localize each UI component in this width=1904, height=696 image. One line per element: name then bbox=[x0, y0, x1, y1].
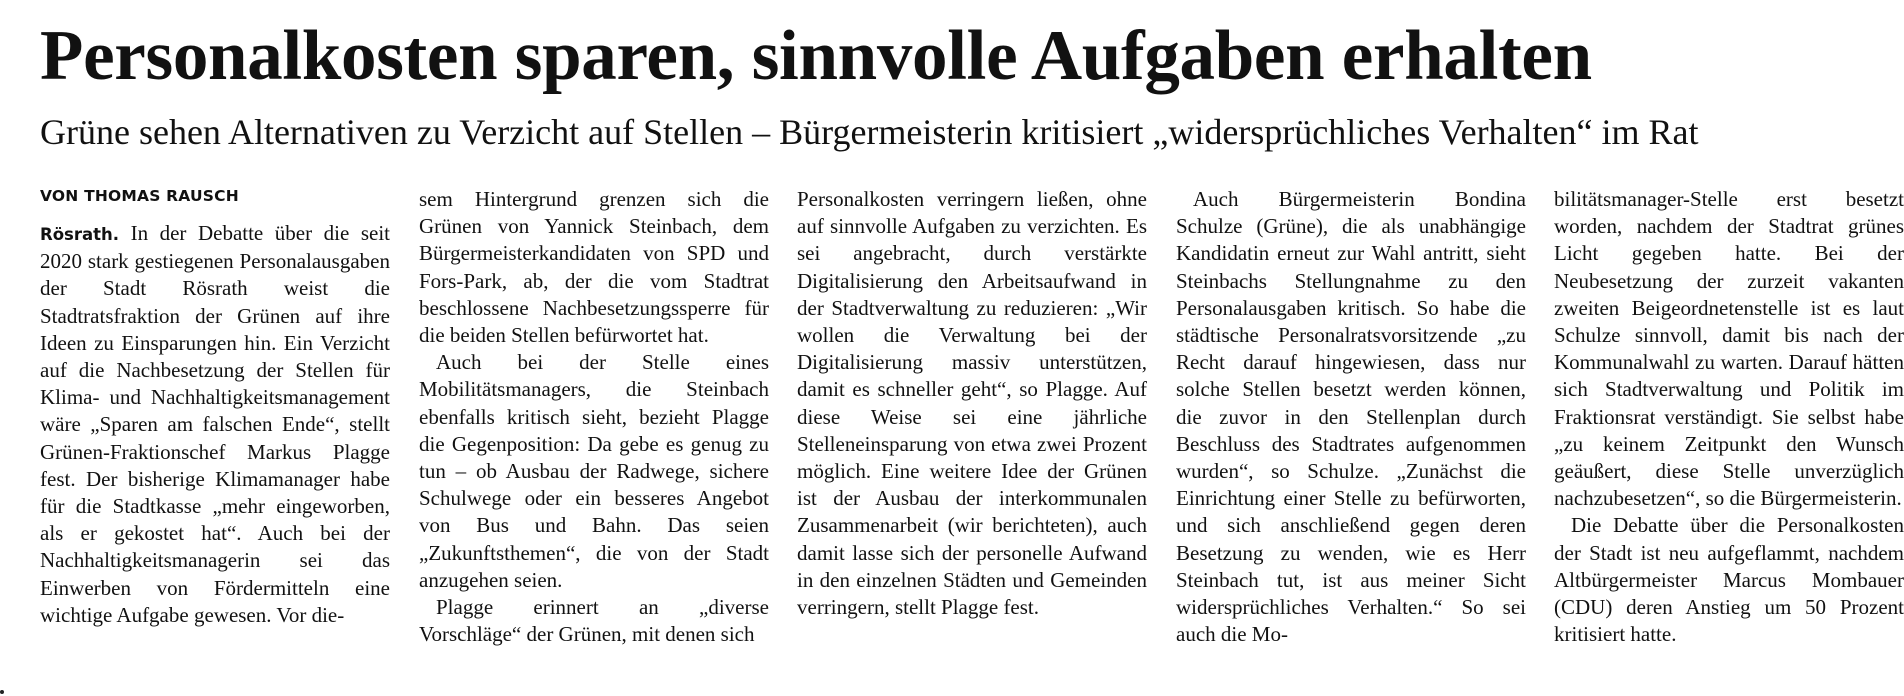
article-body bbox=[40, 186, 1904, 666]
paragraph bbox=[40, 220, 390, 629]
paragraph-text: In der Debatte über die seit 2020 stark gestiegenen Personalausgaben der Stadt Rösrath weist die Stadtratsfraktion der Grünen auf ihre Ideen zu Einsparungen hin. Ein Verzicht auf die Nachbesetzung der Stellen für Klima- und Nachhaltigkeitsmanagement wäre „Sparen am falschen Ende“, stellt Grünen-Fraktionschef Markus Plagge fest. Der bisherige Klimamanager habe für die Stadtkasse „mehr eingeworben, als er gekostet hat“. Auch bei der Nachhaltigkeitsmanagerin sei das Einwerben von Fördermitteln eine wichtige Aufgabe gewesen. Vor die- bbox=[40, 221, 390, 627]
margin-dot bbox=[0, 690, 4, 694]
paragraph: Auch bei der Stelle eines Mobilitätsmanagers, die Steinbach ebenfalls kritisch sieht, bezieht Plagge die Gegenposition: Da gebe es genug zu tun – ob Ausbau der Radwege, sichere Schulwege oder ein besseres Angebot von Bus und Bahn. Das seien „Zukunftsthemen“, die von der Stadt anzugehen seien. bbox=[419, 350, 769, 592]
column-2 bbox=[419, 186, 769, 648]
paragraph: Auch Bürgermeisterin Bondina Schulze (Grüne), die als unabhängige Kandidatin erneut zur Wahl antritt, sieht Steinbachs Stellungnahme zu den Personalausgaben kritisch. So habe die städtische Personalratsvorsitzende „zu Recht darauf hingewiesen, dass nur solche Stellen besetzt werden können, die zuvor in den Stellenplan durch Beschluss des Stadtrates aufgenommen wurden“, so Schulze. „Zunächst die Einrichtung einer Stelle zu befürworten, und sich anschließend gegen deren Besetzung zu wenden, wie es Herr Steinbach tut, ist aus meiner Sicht widersprüchliches Verhalten.“ So sei auch die Mo- bbox=[1176, 187, 1526, 647]
dateline: Rösrath. bbox=[40, 225, 120, 244]
byline: VON THOMAS RAUSCH bbox=[40, 187, 239, 205]
column-4 bbox=[1176, 186, 1526, 648]
headline: Personalkosten sparen, sinnvolle Aufgaben erhalten bbox=[40, 17, 1592, 95]
column-1 bbox=[40, 186, 390, 629]
paragraph: Die Debatte über die Personalkosten der Stadt ist neu aufgeflammt, nachdem Altbürgermeister Marcus Mombauer (CDU) deren Anstieg um 50 Prozent kritisiert hatte. bbox=[1554, 513, 1904, 647]
paragraph: Personalkosten verringern ließen, ohne auf sinnvolle Aufgaben zu verzichten. Es sei angebracht, durch verstärkte Digitalisierung den Arbeitsaufwand in der Stadtverwaltung zu reduzieren: „Wir wollen die Verwaltung bei der Digitalisierung massiv unterstützen, damit es schneller geht“, so Plagge. Auf diese Weise sei eine jährliche Stelleneinsparung von etwa zwei Prozent möglich. Eine weitere Idee der Grünen ist der Ausbau der interkommunalen Zusammenarbeit (wir berichteten), auch damit lasse sich der personelle Aufwand in den einzelnen Städten und Gemeinden verringern, stellt Plagge fest. bbox=[797, 187, 1147, 620]
subheadline: Grüne sehen Alternativen zu Verzicht auf Stellen – Bürgermeisterin kritisiert „widersprüchliches Verhalten“ im Rat bbox=[40, 112, 1699, 152]
column-5 bbox=[1554, 186, 1904, 648]
paragraph: bilitätsmanager-Stelle erst besetzt worden, nachdem der Stadtrat grünes Licht gegeben hatte. Bei der Neubesetzung der zurzeit vakanten zweiten Beigeordnetenstelle ist es laut Schulze sinnvoll, damit bis nach der Kommunalwahl zu warten. Darauf hätten sich Stadtverwaltung und Politik im Fraktionsrat verständigt. Sie selbst habe „zu keinem Zeitpunkt den Wunsch geäußert, diese Stelle unverzüglich nachzubesetzen“, so die Bürgermeisterin. bbox=[1554, 187, 1904, 511]
paragraph: Plagge erinnert an „diverse Vorschläge“ der Grünen, mit denen sich bbox=[419, 595, 769, 647]
column-3 bbox=[797, 186, 1147, 621]
paragraph: sem Hintergrund grenzen sich die Grünen von Yannick Steinbach, dem Bürgermeisterkandidaten von SPD und Fors-Park, ab, der die vom Stadtrat beschlossene Nachbesetzungssperre für die beiden Stellen befürwortet hat. bbox=[419, 187, 769, 348]
